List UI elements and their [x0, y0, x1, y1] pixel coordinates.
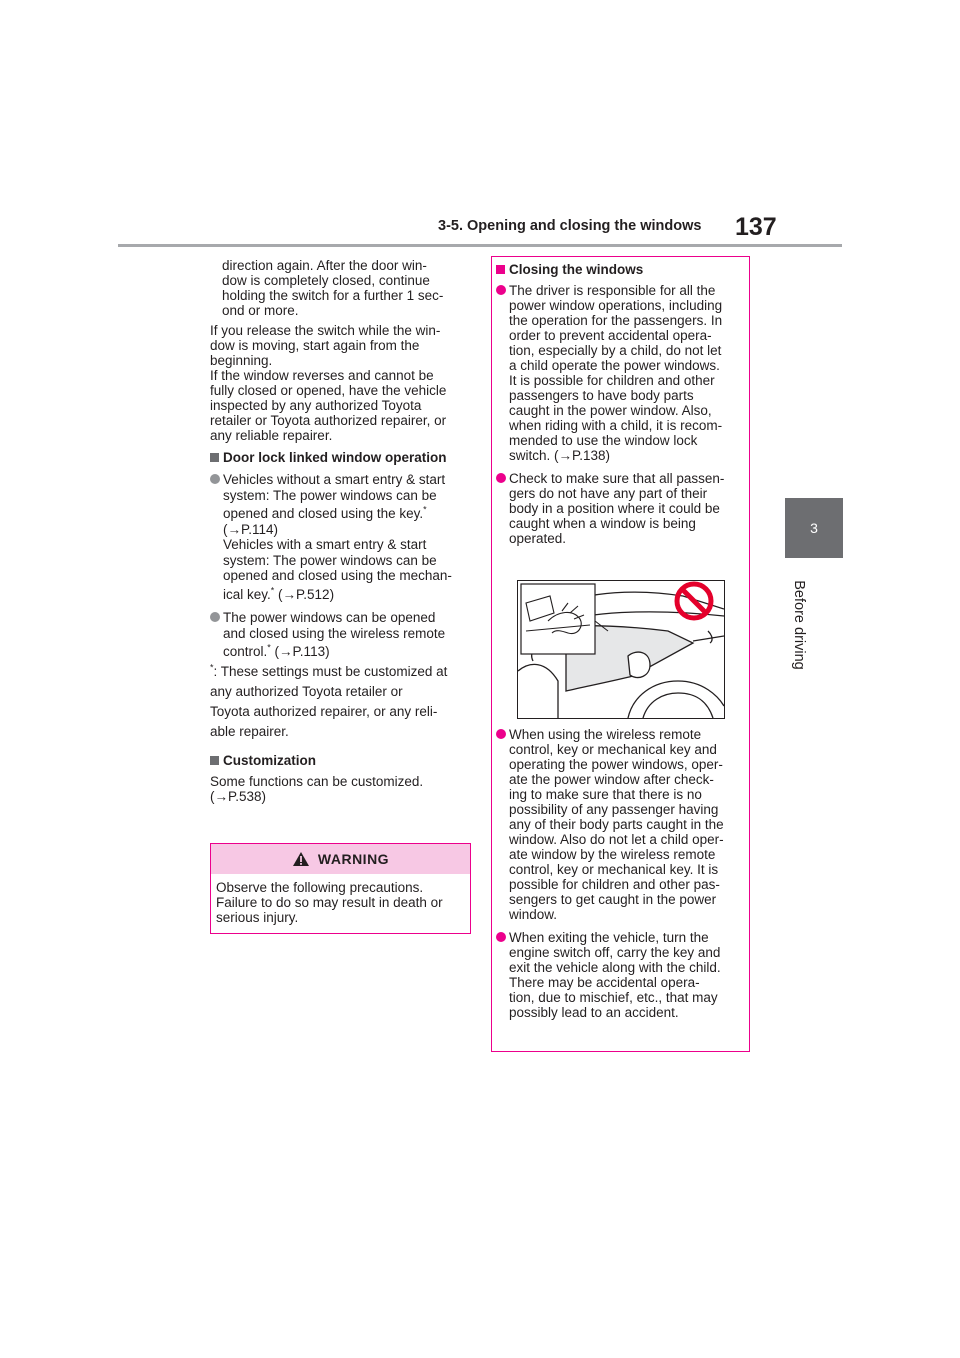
text-line: possibility of any passenger having: [509, 802, 719, 817]
text-line: (→P.114): [223, 521, 279, 537]
text-line: Toyota authorized repairer, or any reli-: [210, 703, 438, 719]
text-line: passengers to have body parts: [509, 388, 694, 403]
round-bullet-icon: [210, 612, 220, 622]
heading-text: Closing the windows: [509, 262, 644, 277]
text-line: operating the power windows, oper-: [509, 757, 723, 772]
text-line: caught when a window is being: [509, 516, 696, 531]
child-window-illustration: [517, 580, 725, 719]
square-bullet-icon: [496, 265, 505, 274]
chapter-title: Before driving: [791, 580, 807, 670]
right-column-bottom: [496, 727, 746, 1020]
text-line: able repairer.: [210, 723, 289, 739]
right-column-top: [496, 262, 746, 546]
text-line: ing to make sure that there is no: [509, 787, 702, 802]
square-bullet-icon: [210, 756, 219, 765]
text-line: When exiting the vehicle, turn the: [509, 930, 709, 945]
text-line: any reliable repairer.: [210, 428, 333, 443]
text-line: opened and closed using the mechan-: [223, 568, 452, 583]
car-interior-drawing: [518, 581, 724, 718]
text-line: control.* (→P.113): [223, 642, 330, 659]
text-line: beginning.: [210, 353, 273, 368]
text-line: Observe the following precautions.: [216, 880, 424, 895]
text-line: switch. (→P.138): [509, 448, 611, 463]
round-bullet-icon: [496, 473, 506, 483]
text-line: ical key.* (→P.512): [223, 585, 335, 602]
text-line: tion, due to mischief, etc., that may: [509, 990, 718, 1005]
page-number: 137: [735, 213, 777, 241]
text-line: fully closed or opened, have the vehicle: [210, 383, 447, 398]
bullet-item: [210, 610, 472, 660]
text-line: dow is moving, start again from the: [210, 338, 420, 353]
text-line: holding the switch for a further 1 sec-: [222, 288, 444, 303]
header-rule: [118, 244, 842, 247]
bullet-item: [496, 727, 746, 922]
chapter-title-vertical: [784, 570, 814, 680]
chapter-number: 3: [810, 520, 818, 536]
text-line: Check to make sure that all passen-: [509, 471, 725, 486]
text-line: ate window by the wireless remote: [509, 847, 716, 862]
text-line: ond or more.: [222, 303, 299, 318]
bullet-item: [496, 471, 746, 546]
text-line: Vehicles with a smart entry & start: [223, 537, 427, 552]
text-line: (→P.538): [210, 788, 267, 804]
round-bullet-icon: [496, 729, 506, 739]
customization-heading: [210, 753, 472, 768]
text-line: sengers to get caught in the power: [509, 892, 717, 907]
text-line: engine switch off, carry the key and: [509, 945, 721, 960]
text-line: a child operate the power windows.: [509, 358, 720, 373]
bullet-item: [496, 283, 746, 463]
text-line: mended to use the window lock: [509, 433, 698, 448]
continued-paragraph: [210, 258, 472, 318]
text-line: It is possible for children and other: [509, 373, 715, 388]
text-line: caught in the power window. Also,: [509, 403, 712, 418]
bullet-item: [210, 472, 472, 602]
text-line: window. Also do not let a child oper-: [509, 832, 724, 847]
text-line: any authorized Toyota retailer or: [210, 683, 403, 699]
warning-header: [211, 844, 470, 874]
text-line: inspected by any authorized Toyota: [210, 398, 422, 413]
text-line: retailer or Toyota authorized repairer, or: [210, 413, 447, 428]
text-line: If the window reverses and cannot be: [210, 368, 434, 383]
text-line: when riding with a child, it is recom-: [509, 418, 723, 433]
warning-label: WARNING: [317, 851, 390, 867]
square-bullet-icon: [210, 453, 219, 462]
text-line: any of their body parts caught in the: [509, 817, 724, 832]
text-line: exit the vehicle along with the child.: [509, 960, 721, 975]
door-lock-heading: [210, 450, 472, 465]
text-line: direction again. After the door win-: [222, 258, 427, 273]
bullet-item: [496, 930, 746, 1020]
heading-text: Customization: [223, 752, 316, 768]
text-line: gers do not have any part of their: [509, 486, 708, 501]
text-line: body in a position where it could be: [509, 501, 720, 516]
text-line: Some functions can be customized.: [210, 773, 424, 789]
text-line: order to prevent accidental opera-: [509, 328, 712, 343]
text-line: Failure to do so may result in death or: [216, 895, 443, 910]
text-line: *: These settings must be customized at: [210, 662, 448, 679]
text-line: If you release the switch while the win-: [210, 323, 441, 338]
text-line: possible for children and other pas-: [509, 877, 720, 892]
text-line: There may be accidental opera-: [509, 975, 700, 990]
customization-paragraph: [210, 774, 472, 804]
text-line: and closed using the wireless remote: [223, 625, 446, 641]
text-line: window.: [509, 907, 558, 922]
warning-body: [211, 874, 470, 925]
text-line: operated.: [509, 531, 567, 546]
text-line: The power windows can be opened: [223, 610, 436, 625]
warning-box: [210, 843, 471, 934]
heading-text: Door lock linked window operation: [223, 450, 447, 465]
round-bullet-icon: [496, 932, 506, 942]
release-paragraph: [210, 323, 472, 443]
text-line: possibly lead to an accident.: [509, 1005, 679, 1020]
text-line: system: The power windows can be: [223, 487, 437, 503]
text-line: Vehicles without a smart entry & start: [223, 472, 446, 487]
chapter-tab: [785, 498, 843, 558]
text-line: ate the power window after check-: [509, 772, 714, 787]
text-line: the operation for the passengers. In: [509, 313, 723, 328]
text-line: power window operations, including: [509, 298, 723, 313]
text-line: The driver is responsible for all the: [509, 283, 716, 298]
text-line: serious injury.: [216, 910, 299, 925]
text-line: control, key or mechanical key and: [509, 742, 717, 757]
round-bullet-icon: [210, 474, 220, 484]
warning-triangle-icon: [292, 851, 310, 867]
text-line: When using the wireless remote: [509, 727, 702, 742]
closing-windows-heading: [496, 262, 746, 277]
round-bullet-icon: [496, 285, 506, 295]
text-line: tion, especially by a child, do not let: [509, 343, 722, 358]
footnote: [210, 662, 472, 742]
left-column: [210, 258, 472, 804]
text-line: dow is completely closed, continue: [222, 273, 430, 288]
section-title: 3-5. Opening and closing the windows: [438, 218, 702, 234]
text-line: system: The power windows can be: [223, 552, 437, 568]
text-line: opened and closed using the key.*: [223, 504, 427, 521]
text-line: control, key or mechanical key. It is: [509, 862, 719, 877]
